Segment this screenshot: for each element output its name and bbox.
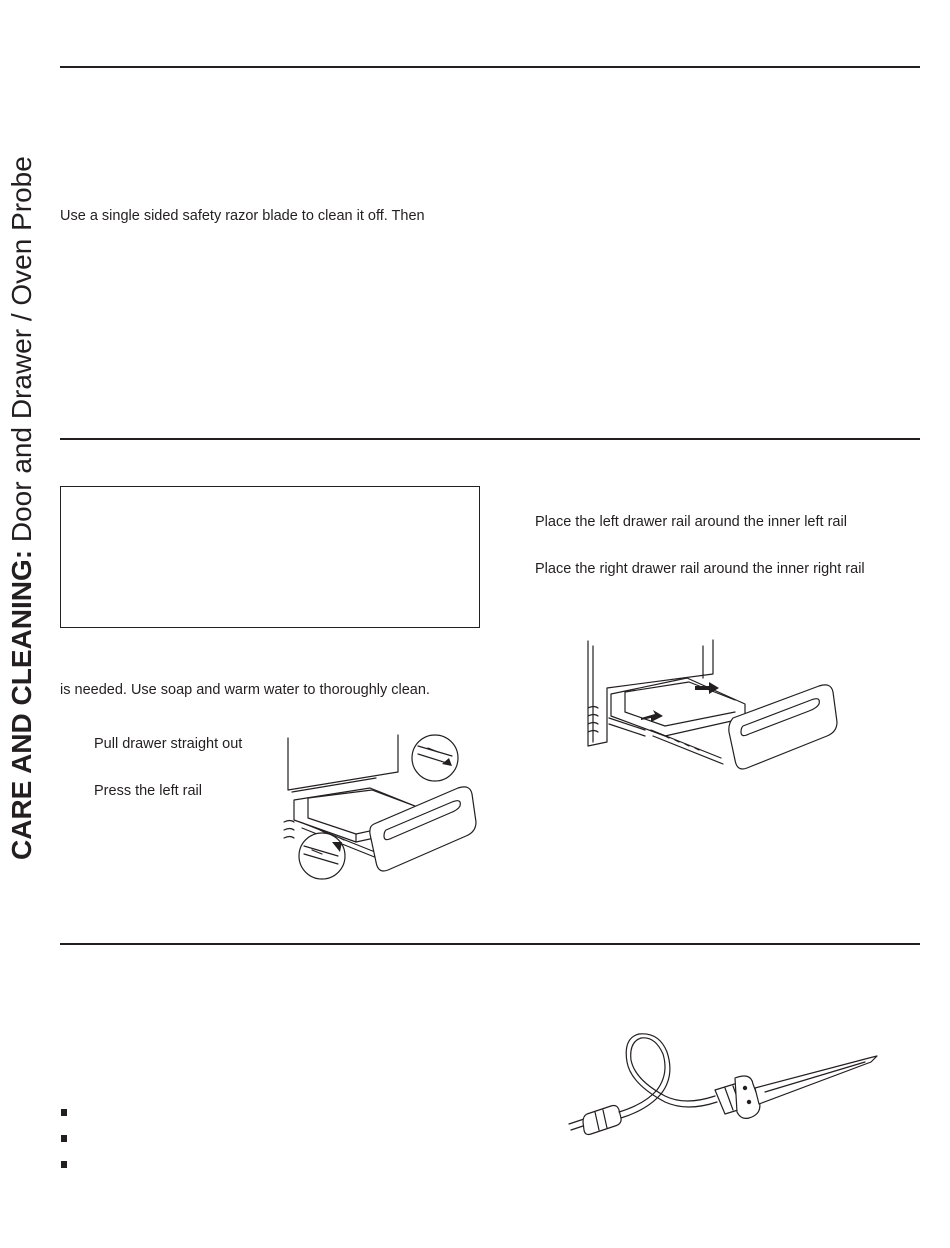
section-rule-drawer (60, 438, 920, 440)
drawer-install-illustration (585, 638, 840, 788)
notice-box (60, 486, 480, 628)
step-pull-drawer: Pull drawer straight out (94, 736, 243, 752)
bullet-2 (61, 1135, 67, 1142)
oven-probe-illustration (565, 1030, 885, 1140)
section-rule-probe (60, 943, 920, 945)
bullet-1 (61, 1109, 67, 1116)
side-title (2, 30, 42, 860)
step-press-rail: Press the left rail (94, 783, 202, 799)
bullet-3 (61, 1161, 67, 1168)
section-rule-door (60, 66, 920, 68)
step-right-rail: Place the right drawer rail around the inner right rail (535, 561, 865, 577)
side-title-bold: CARE AND CLEANING: (6, 549, 37, 860)
drawer-removal-illustration (280, 730, 480, 890)
door-cleaning-text: Use a single sided safety razor blade to clean it off. Then (60, 208, 425, 224)
drawer-cleaning-text: is needed. Use soap and warm water to thoroughly clean. (60, 682, 430, 698)
side-title-rest: Door and Drawer / Oven Probe (6, 156, 37, 550)
step-left-rail: Place the left drawer rail around the inner left rail (535, 514, 847, 530)
